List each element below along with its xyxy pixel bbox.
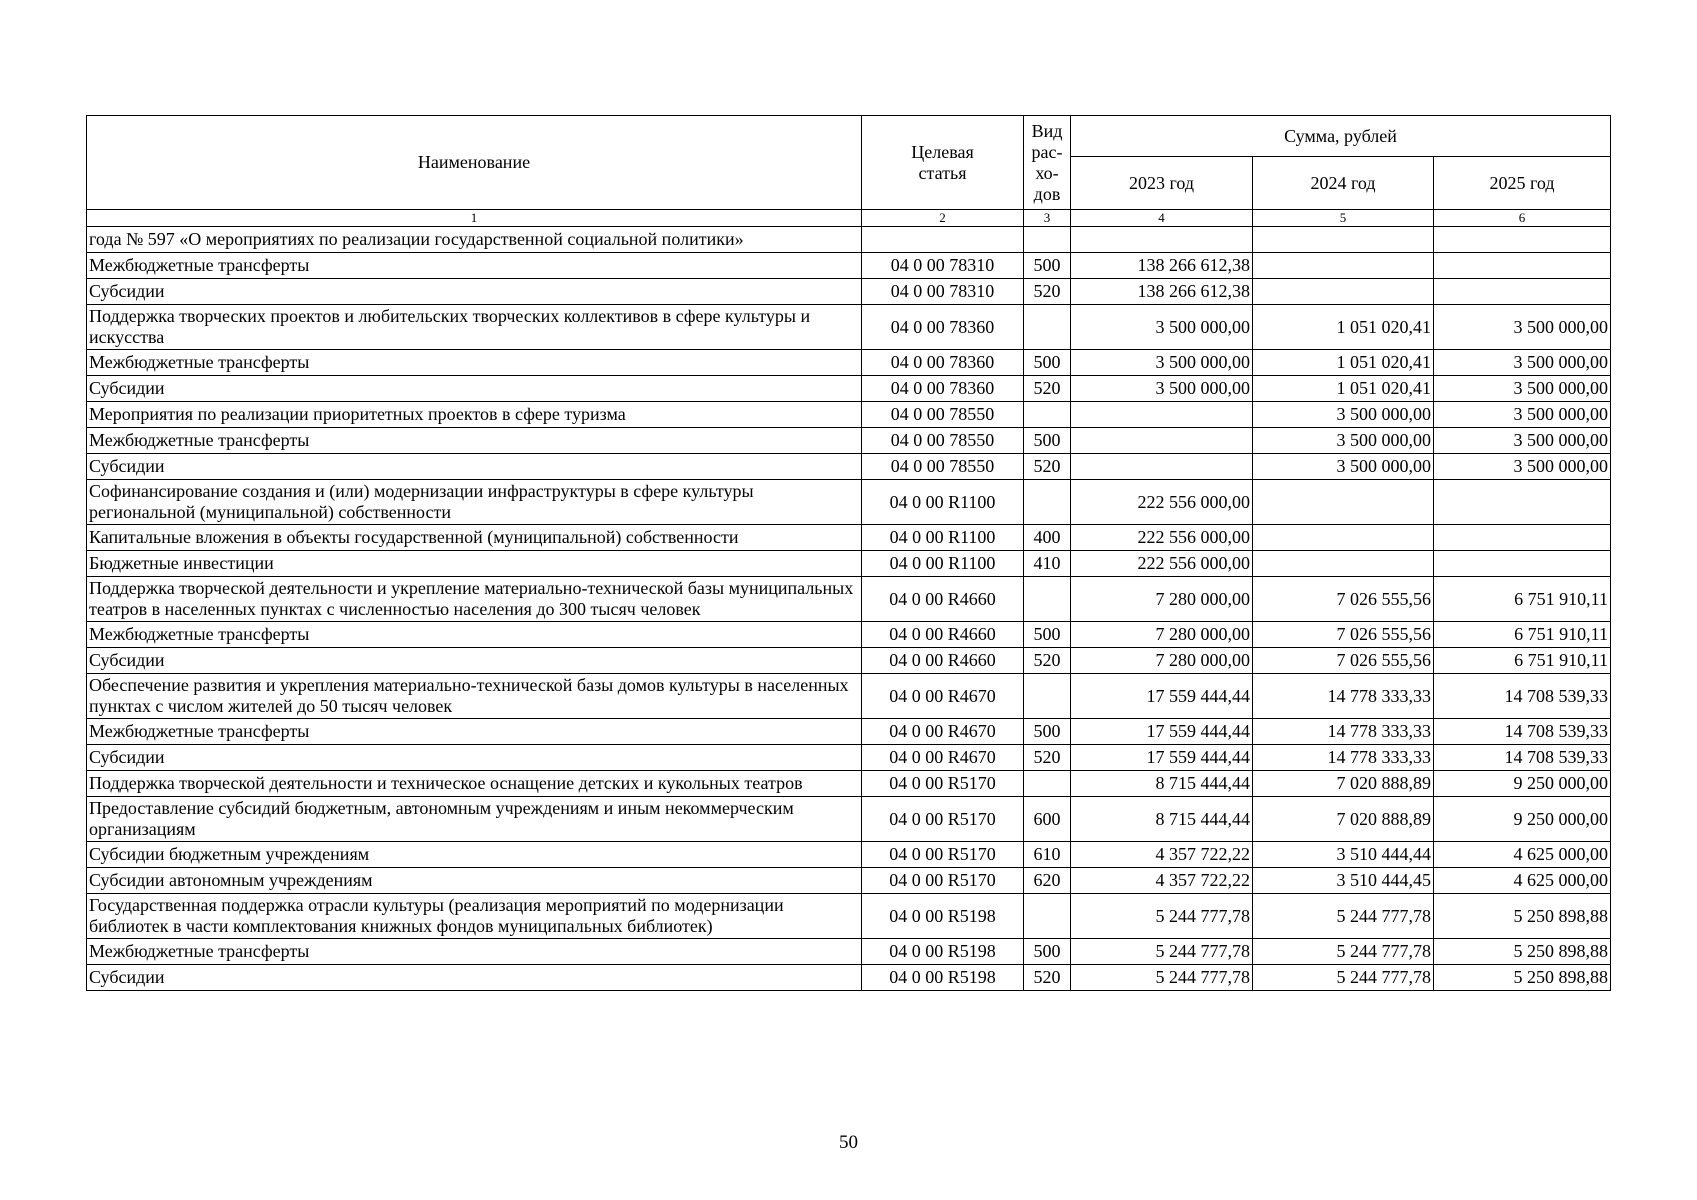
row-sum-2025: 3 500 000,00 <box>1434 428 1611 454</box>
row-target-article: 04 0 00 78310 <box>862 253 1024 279</box>
table-row <box>87 797 1611 842</box>
row-sum-2024: 3 500 000,00 <box>1253 454 1434 480</box>
row-expense-type <box>1024 305 1071 350</box>
table-row <box>87 842 1611 868</box>
row-expense-type <box>1024 771 1071 797</box>
table-row <box>87 894 1611 939</box>
row-sum-2023: 3 500 000,00 <box>1071 376 1253 402</box>
row-sum-2025: 6 751 910,11 <box>1434 622 1611 648</box>
table-header <box>87 116 1611 227</box>
row-expense-type <box>1024 577 1071 622</box>
row-name: Субсидии <box>87 454 862 480</box>
row-sum-2023: 4 357 722,22 <box>1071 842 1253 868</box>
row-expense-type <box>1024 480 1071 525</box>
row-sum-2023 <box>1071 402 1253 428</box>
row-target-article: 04 0 00 R1100 <box>862 551 1024 577</box>
row-sum-2024: 3 500 000,00 <box>1253 402 1434 428</box>
column-number: 3 <box>1024 210 1071 227</box>
row-sum-2025 <box>1434 480 1611 525</box>
row-sum-2024: 14 778 333,33 <box>1253 745 1434 771</box>
row-expense-type: 600 <box>1024 797 1071 842</box>
row-sum-2023: 17 559 444,44 <box>1071 674 1253 719</box>
row-target-article: 04 0 00 78310 <box>862 279 1024 305</box>
row-expense-type: 620 <box>1024 868 1071 894</box>
table-row <box>87 525 1611 551</box>
row-sum-2023: 5 244 777,78 <box>1071 894 1253 939</box>
row-name: Межбюджетные трансферты <box>87 719 862 745</box>
row-sum-2025: 6 751 910,11 <box>1434 577 1611 622</box>
row-sum-2024: 7 020 888,89 <box>1253 771 1434 797</box>
table-row <box>87 648 1611 674</box>
row-sum-2023: 7 280 000,00 <box>1071 577 1253 622</box>
row-name: Межбюджетные трансферты <box>87 939 862 965</box>
row-target-article: 04 0 00 78550 <box>862 454 1024 480</box>
row-sum-2025: 3 500 000,00 <box>1434 402 1611 428</box>
row-name: Обеспечение развития и укрепления материально-технической базы домов культуры в населенных пунктах с числом жителей до 50 тысяч человек <box>87 674 862 719</box>
column-number: 1 <box>87 210 862 227</box>
row-target-article: 04 0 00 R1100 <box>862 480 1024 525</box>
row-sum-2023 <box>1071 227 1253 253</box>
table-row <box>87 868 1611 894</box>
row-name: Государственная поддержка отрасли культуры (реализация мероприятий по модернизации библиотек в части комплектования книжных фондов муниципальных библиотек) <box>87 894 862 939</box>
table-row <box>87 622 1611 648</box>
row-name: Поддержка творческой деятельности и укрепление материально-технической базы муниципальных театров в населенных пунктах с численностью населения до 300 тысяч человек <box>87 577 862 622</box>
row-sum-2023: 138 266 612,38 <box>1071 253 1253 279</box>
row-sum-2024 <box>1253 227 1434 253</box>
row-target-article: 04 0 00 R4670 <box>862 745 1024 771</box>
row-sum-2025: 14 708 539,33 <box>1434 745 1611 771</box>
row-expense-type: 520 <box>1024 965 1071 991</box>
row-sum-2025 <box>1434 551 1611 577</box>
document-page <box>86 115 1610 991</box>
row-sum-2023 <box>1071 454 1253 480</box>
row-expense-type: 520 <box>1024 745 1071 771</box>
row-sum-2024: 7 026 555,56 <box>1253 622 1434 648</box>
row-sum-2023: 4 357 722,22 <box>1071 868 1253 894</box>
table-row <box>87 745 1611 771</box>
row-name: Межбюджетные трансферты <box>87 428 862 454</box>
row-target-article: 04 0 00 78550 <box>862 428 1024 454</box>
row-target-article: 04 0 00 R4660 <box>862 648 1024 674</box>
table-row <box>87 674 1611 719</box>
row-target-article: 04 0 00 R5170 <box>862 771 1024 797</box>
row-target-article: 04 0 00 R5170 <box>862 868 1024 894</box>
row-name: Субсидии <box>87 648 862 674</box>
table-row <box>87 939 1611 965</box>
table-row <box>87 965 1611 991</box>
row-name: Межбюджетные трансферты <box>87 350 862 376</box>
row-sum-2025 <box>1434 525 1611 551</box>
table-row <box>87 376 1611 402</box>
header-year-2023: 2023 год <box>1071 157 1253 210</box>
row-name: Предоставление субсидий бюджетным, автономным учреждениям и иным некоммерческим организациям <box>87 797 862 842</box>
row-name: Субсидии <box>87 745 862 771</box>
row-sum-2023: 5 244 777,78 <box>1071 939 1253 965</box>
row-expense-type: 400 <box>1024 525 1071 551</box>
row-sum-2025: 9 250 000,00 <box>1434 771 1611 797</box>
row-sum-2024 <box>1253 480 1434 525</box>
row-name: Субсидии <box>87 376 862 402</box>
header-sum: Сумма, рублей <box>1071 116 1611 157</box>
table-row <box>87 305 1611 350</box>
row-name: Бюджетные инвестиции <box>87 551 862 577</box>
table-row <box>87 402 1611 428</box>
row-sum-2025: 3 500 000,00 <box>1434 305 1611 350</box>
table-row <box>87 350 1611 376</box>
row-expense-type <box>1024 227 1071 253</box>
row-sum-2023: 3 500 000,00 <box>1071 350 1253 376</box>
row-sum-2024: 3 500 000,00 <box>1253 428 1434 454</box>
row-sum-2024: 1 051 020,41 <box>1253 376 1434 402</box>
row-expense-type: 500 <box>1024 622 1071 648</box>
table-row <box>87 454 1611 480</box>
header-year-2024: 2024 год <box>1253 157 1434 210</box>
row-target-article: 04 0 00 R4670 <box>862 719 1024 745</box>
table-row <box>87 771 1611 797</box>
row-target-article: 04 0 00 R4670 <box>862 674 1024 719</box>
table-row <box>87 227 1611 253</box>
row-expense-type: 500 <box>1024 428 1071 454</box>
header-target-article-line2: статья <box>918 162 967 183</box>
row-sum-2023: 222 556 000,00 <box>1071 525 1253 551</box>
header-year-2025: 2025 год <box>1434 157 1611 210</box>
row-sum-2023: 7 280 000,00 <box>1071 622 1253 648</box>
header-name: Наименование <box>87 116 862 210</box>
row-expense-type <box>1024 894 1071 939</box>
header-expense-type-line4: дов <box>1033 183 1061 204</box>
table-row <box>87 428 1611 454</box>
row-expense-type: 520 <box>1024 454 1071 480</box>
row-target-article: 04 0 00 R4660 <box>862 622 1024 648</box>
row-sum-2025: 5 250 898,88 <box>1434 939 1611 965</box>
row-expense-type <box>1024 402 1071 428</box>
row-sum-2025: 14 708 539,33 <box>1434 719 1611 745</box>
row-sum-2024: 14 778 333,33 <box>1253 719 1434 745</box>
row-name: Субсидии автономным учреждениям <box>87 868 862 894</box>
row-sum-2025: 9 250 000,00 <box>1434 797 1611 842</box>
row-name: Субсидии бюджетным учреждениям <box>87 842 862 868</box>
row-expense-type: 500 <box>1024 939 1071 965</box>
row-sum-2023: 17 559 444,44 <box>1071 745 1253 771</box>
row-sum-2025 <box>1434 253 1611 279</box>
row-name: Капитальные вложения в объекты государственной (муниципальной) собственности <box>87 525 862 551</box>
column-number-row <box>87 210 1611 227</box>
header-expense-type-line1: Вид <box>1031 120 1063 141</box>
row-name: Межбюджетные трансферты <box>87 253 862 279</box>
row-name: Поддержка творческой деятельности и техническое оснащение детских и кукольных театров <box>87 771 862 797</box>
row-name: Субсидии <box>87 965 862 991</box>
column-number: 4 <box>1071 210 1253 227</box>
row-target-article: 04 0 00 R5170 <box>862 842 1024 868</box>
row-sum-2025: 3 500 000,00 <box>1434 350 1611 376</box>
table-row <box>87 279 1611 305</box>
row-sum-2023: 138 266 612,38 <box>1071 279 1253 305</box>
row-sum-2023: 8 715 444,44 <box>1071 771 1253 797</box>
header-target-article <box>862 116 1024 210</box>
row-expense-type: 610 <box>1024 842 1071 868</box>
header-expense-type-line2: рас- <box>1031 141 1063 162</box>
row-expense-type: 410 <box>1024 551 1071 577</box>
header-expense-type <box>1024 116 1071 210</box>
row-sum-2024: 5 244 777,78 <box>1253 939 1434 965</box>
row-name: Поддержка творческих проектов и любительских творческих коллективов в сфере культуры и искусства <box>87 305 862 350</box>
row-sum-2023: 5 244 777,78 <box>1071 965 1253 991</box>
row-sum-2023: 7 280 000,00 <box>1071 648 1253 674</box>
column-number: 5 <box>1253 210 1434 227</box>
row-sum-2024: 1 051 020,41 <box>1253 350 1434 376</box>
row-name: Субсидии <box>87 279 862 305</box>
table-row <box>87 480 1611 525</box>
row-name: Межбюджетные трансферты <box>87 622 862 648</box>
row-sum-2024 <box>1253 551 1434 577</box>
row-target-article: 04 0 00 78360 <box>862 376 1024 402</box>
column-number: 2 <box>862 210 1024 227</box>
row-target-article: 04 0 00 78550 <box>862 402 1024 428</box>
row-expense-type: 520 <box>1024 648 1071 674</box>
row-sum-2023: 3 500 000,00 <box>1071 305 1253 350</box>
row-target-article <box>862 227 1024 253</box>
row-sum-2024: 3 510 444,44 <box>1253 842 1434 868</box>
table-row <box>87 719 1611 745</box>
row-target-article: 04 0 00 R5170 <box>862 797 1024 842</box>
row-sum-2023 <box>1071 428 1253 454</box>
row-sum-2025: 4 625 000,00 <box>1434 868 1611 894</box>
row-sum-2025: 3 500 000,00 <box>1434 376 1611 402</box>
row-sum-2025 <box>1434 227 1611 253</box>
row-sum-2025: 4 625 000,00 <box>1434 842 1611 868</box>
header-expense-type-line3: хо- <box>1035 162 1059 183</box>
row-expense-type: 500 <box>1024 719 1071 745</box>
row-sum-2024: 5 244 777,78 <box>1253 894 1434 939</box>
row-target-article: 04 0 00 78360 <box>862 350 1024 376</box>
row-sum-2024: 5 244 777,78 <box>1253 965 1434 991</box>
row-sum-2023: 17 559 444,44 <box>1071 719 1253 745</box>
row-sum-2025: 14 708 539,33 <box>1434 674 1611 719</box>
row-target-article: 04 0 00 78360 <box>862 305 1024 350</box>
row-sum-2024 <box>1253 279 1434 305</box>
table-row <box>87 253 1611 279</box>
row-sum-2023: 222 556 000,00 <box>1071 551 1253 577</box>
row-expense-type: 500 <box>1024 253 1071 279</box>
row-sum-2023: 222 556 000,00 <box>1071 480 1253 525</box>
row-sum-2024: 1 051 020,41 <box>1253 305 1434 350</box>
row-sum-2024: 7 026 555,56 <box>1253 648 1434 674</box>
row-target-article: 04 0 00 R5198 <box>862 965 1024 991</box>
row-name: Мероприятия по реализации приоритетных проектов в сфере туризма <box>87 402 862 428</box>
row-target-article: 04 0 00 R1100 <box>862 525 1024 551</box>
row-sum-2025: 5 250 898,88 <box>1434 965 1611 991</box>
table-row <box>87 551 1611 577</box>
column-number: 6 <box>1434 210 1611 227</box>
row-expense-type <box>1024 674 1071 719</box>
row-sum-2025: 5 250 898,88 <box>1434 894 1611 939</box>
row-sum-2023: 8 715 444,44 <box>1071 797 1253 842</box>
table-body <box>87 227 1611 991</box>
row-name: Софинансирование создания и (или) модернизации инфраструктуры в сфере культуры региональной (муниципальной) собственности <box>87 480 862 525</box>
header-target-article-line1: Целевая <box>911 141 974 162</box>
row-sum-2024: 7 026 555,56 <box>1253 577 1434 622</box>
row-sum-2024: 7 020 888,89 <box>1253 797 1434 842</box>
row-expense-type: 520 <box>1024 279 1071 305</box>
row-expense-type: 520 <box>1024 376 1071 402</box>
row-sum-2024: 14 778 333,33 <box>1253 674 1434 719</box>
row-sum-2025: 3 500 000,00 <box>1434 454 1611 480</box>
row-target-article: 04 0 00 R5198 <box>862 894 1024 939</box>
budget-table <box>86 115 1611 991</box>
row-sum-2025 <box>1434 279 1611 305</box>
row-sum-2024: 3 510 444,45 <box>1253 868 1434 894</box>
row-target-article: 04 0 00 R4660 <box>862 577 1024 622</box>
row-sum-2024 <box>1253 253 1434 279</box>
row-sum-2025: 6 751 910,11 <box>1434 648 1611 674</box>
row-target-article: 04 0 00 R5198 <box>862 939 1024 965</box>
page-number: 50 <box>839 1132 858 1153</box>
table-row <box>87 577 1611 622</box>
row-expense-type: 500 <box>1024 350 1071 376</box>
row-sum-2024 <box>1253 525 1434 551</box>
row-name: года № 597 «О мероприятиях по реализации государственной социальной политики» <box>87 227 862 253</box>
